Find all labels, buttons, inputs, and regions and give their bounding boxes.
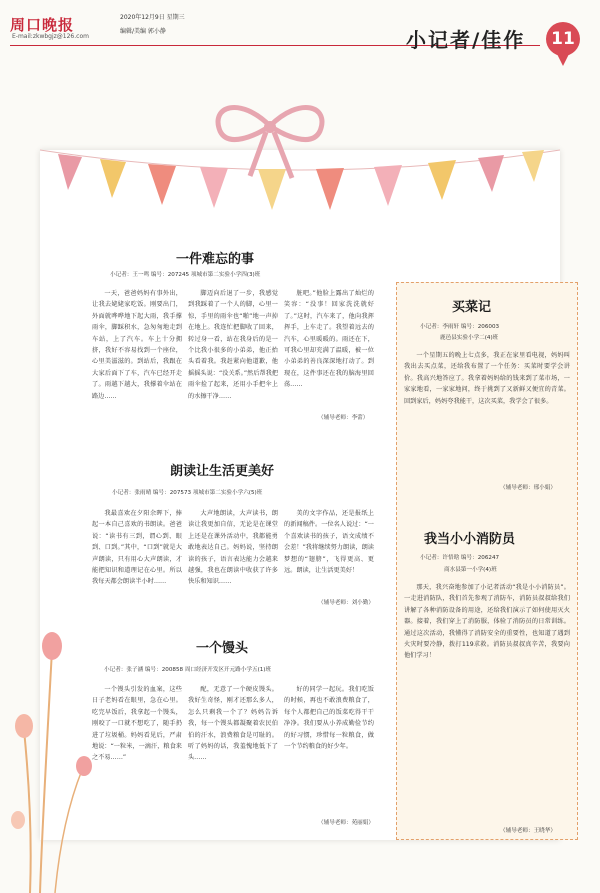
section-title: 小记者/佳作 xyxy=(406,28,526,52)
article-column: 美的文字作品，还是报纸上的新闻稿件。一位名人说过：“一个喜欢读书的孩子，语文成绩不会差！”我将继续努力朗读，朗读梦想的“翅膀”，飞得更高、更远。朗读，让生活更美好！ xyxy=(284,510,374,575)
side-article-byline: 小记者：许悟晗 编号：206247 xyxy=(420,555,500,561)
article-signature: （辅导老师：刘小勤） xyxy=(318,600,374,606)
article-column: 配，无意了一个硬皮馒头。我好生奇怪，刚才还那么多人，怎么只剩我一个了？妈妈告诉我，每一个馒头都凝聚着农民伯伯的汗水，浪费粮食是可耻的。听了妈妈的话，我羞愧地低下了头…… xyxy=(188,686,278,762)
ribbon-bow-icon xyxy=(200,96,340,186)
article-byline: 小记者：张雨晴 编号：207573 项城市第二实验小学六(5)班 xyxy=(112,490,263,496)
article-column: 一个馒头引发的血案，这些日子老妈看在眼里，急在心里。吃完早饭后，我拿起一个馒头，刚咬了一口就不想吃了，随手扔进了垃圾桶。妈妈看见后，严肃地说：“一粒米，一滴汗，粮食来之不易……” xyxy=(92,686,182,762)
email-line: E-mail:zkwbgjz@126.com xyxy=(12,33,89,40)
article-title: 朗读让生活更美好 xyxy=(170,464,275,479)
side-article-school: 鹿邑县实验小学二(4)班 xyxy=(440,335,499,341)
editor-credit: 编辑/美编 郭小静 xyxy=(120,28,166,35)
article-title: 一个馒头 xyxy=(196,641,249,656)
side-article-text: 一个星期五的晚上七点多，我正在家里看电视，妈妈叫我出去买点菜，还给我布置了一个任务：买菜时要学会讲价。我高兴地答应了。我拿着妈妈给的钱来到了菜市场，一家家地看，一家家地问，终于挑到了又新鲜又便宜的青菜。回到家后，妈妈夸我能干，这次买菜，我学会了很多。 xyxy=(404,352,570,405)
article-column: 好的同学一起玩。我们吃饭的时候，再也不敢浪费粮食了，每个人都把自己的饭菜吃得干干净净。我们要从小养成勤俭节约的好习惯，珍惜每一粒粮食，做一个节约粮食的好少年。 xyxy=(284,686,374,751)
article-column: 脏吧。”他脸上露出了灿烂的笑容：“没事！回家洗洗就好了。”这时，汽车来了，他向我挥挥手，上车走了。我望着远去的汽车，心里暖暖的。雨还在下，可我心里却充满了温暖，被一位小弟弟的善良深深地打动了。到现在，这件事还在我的脑海里回荡…… xyxy=(284,290,374,389)
side-article-title: 我当小小消防员 xyxy=(424,532,516,547)
side-article-text: 那天，我兴奋地参加了小记者活动“我是小小消防员”。一走进消防队，我们首先参观了消防车，消防员叔叔给我们讲解了各种消防设备的用途，还给我们演示了如何使用灭火器。接着，我们穿上了消防服，体验了消防员的日常训练。通过这次活动，我懂得了消防安全的重要性，也知道了遇到火灾时要冷静，拨打119求救。消防员叔叔真辛苦，我要向他们学习！ xyxy=(404,584,570,660)
article-title: 一件难忘的事 xyxy=(176,252,255,267)
article-byline: 小记者：王一鸣 编号：207245 项城市第二实验小学四(3)班 xyxy=(110,272,261,278)
article-signature: （辅导老师：苑丽娟） xyxy=(318,820,374,826)
side-article-signature: （辅导老师：邢小娟） xyxy=(500,485,556,491)
side-article-title: 买菜记 xyxy=(452,300,492,315)
newspaper-logo: 周口晚报 xyxy=(10,16,75,34)
article-column: 脚迈向后退了一步，我感觉到我踩着了一个人的脚，心里一惊，手里的雨伞也“啪”地一声掉在地上。我连忙把脚收了回来，转过身一看，站在我身后的是一个比我小很多的小弟弟，他正抬头看着我。我赶紧向他道歉，他摇摇头说：“没关系。”然后帮我把雨伞捡了起来，还用小手把伞上的水擦干净…… xyxy=(188,290,278,400)
article-column: 一天，爸爸妈妈有事外出，让我去姥姥家吃饭。刚要出门，外面就哗哗地下起大雨，我手撑雨伞，脚踩积水，急匆匆地走到车站，上了汽车。车上十分拥挤，我好不容易找到一个座位，心里美滋滋的。到站后，我跟在大家后面下了车，汽车已经开走了。雨越下越大，我撑着伞站在路边…… xyxy=(92,290,182,400)
issue-date: 2020年12月9日 星期三 xyxy=(120,14,185,21)
article-column: 我最喜欢在夕阳余晖下，捧起一本自己喜欢的书朗读。爸爸说：“读书有三到，谓心到、眼到、口到。”其中，“口到”就是大声朗读，只有用心大声朗读，才能把知识和道理记在心里。所以我每天都会朗读半小时…… xyxy=(92,510,182,586)
side-article-school: 商水县第一小学(4)班 xyxy=(444,567,497,573)
article-column: 大声地朗读，大声读书，朗读让我更加自信，无论是在课堂上还是在课外活动中，我都能勇敢地表达自己。妈妈说，坚持朗读的孩子，语言表达能力会越来越强，我也在朗读中收获了许多快乐和知识…… xyxy=(188,510,278,586)
article-byline: 小记者：张子涵 编号：200858 周口经济开发区开元路小学五(1)班 xyxy=(104,667,272,673)
side-article-signature: （辅导老师：王晓华） xyxy=(500,828,556,834)
article-signature: （辅导老师：李蕾） xyxy=(318,415,369,421)
page-number-badge: 11 xyxy=(546,22,580,56)
side-article-byline: 小记者：李雨轩 编号：206003 xyxy=(420,324,500,330)
